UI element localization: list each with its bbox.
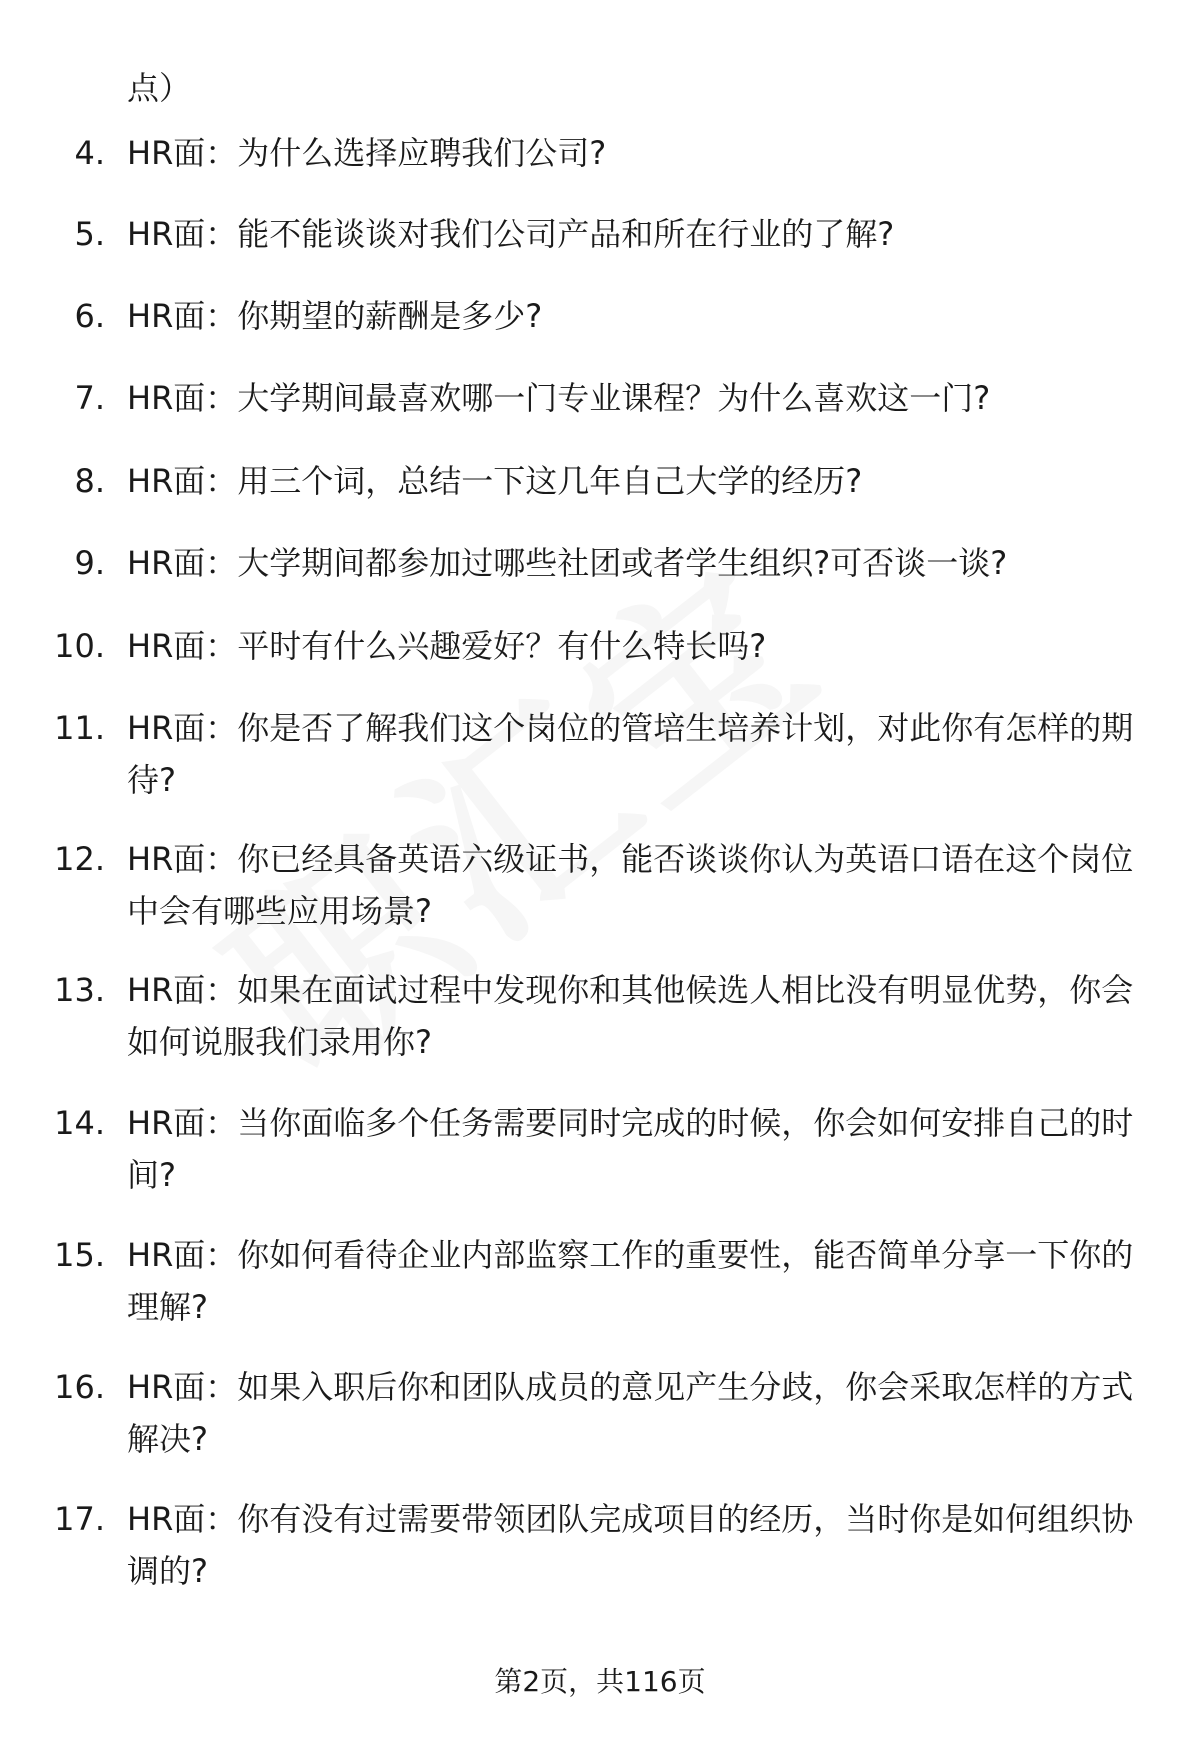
item-number: 7. [74,379,105,417]
item-number: 16. [54,1368,105,1406]
page-footer: 第2页，共116页 [494,1665,706,1698]
item-number: 5. [74,215,105,253]
item-number: 14. [54,1104,105,1142]
item-number: 4. [74,134,105,172]
item-text: HR面：大学期间都参加过哪些社团或者学生组织?可否谈一谈? [127,544,1008,582]
item-text: HR面：为什么选择应聘我们公司? [127,134,607,172]
item-text: HR面：能不能谈谈对我们公司产品和所在行业的了解? [127,215,895,253]
item-number: 11. [54,709,105,747]
item-number: 9. [74,544,105,582]
continuation-text: 点） [127,69,192,107]
item-text: HR面：如果在面试过程中发现你和其他候选人相比没有明显优势，你会如何说服我们录用你? [127,971,1134,1061]
item-text: HR面：平时有什么兴趣爱好？有什么特长吗? [127,627,767,665]
item-text: HR面：你期望的薪酬是多少? [127,297,543,335]
item-text: HR面：你已经具备英语六级证书，能否谈谈你认为英语口语在这个岗位中会有哪些应用场景? [127,840,1134,930]
item-number: 13. [54,971,105,1009]
item-number: 12. [54,840,105,878]
item-text: HR面：大学期间最喜欢哪一门专业课程？为什么喜欢这一门? [127,379,991,417]
item-number: 15. [54,1236,105,1274]
item-text: HR面：你有没有过需要带领团队完成项目的经历，当时你是如何组织协调的? [127,1500,1134,1590]
item-number: 10. [54,627,105,665]
item-number: 8. [74,462,105,500]
item-text: HR面：如果入职后你和团队成员的意见产生分歧，你会采取怎样的方式解决? [127,1368,1134,1458]
item-text: HR面：你如何看待企业内部监察工作的重要性，能否简单分享一下你的理解? [127,1236,1134,1326]
item-text: HR面：用三个词，总结一下这几年自己大学的经历? [127,462,863,500]
item-number: 6. [74,297,105,335]
item-text: HR面：当你面临多个任务需要同时完成的时候，你会如何安排自己的时间? [127,1104,1134,1194]
item-text: HR面：你是否了解我们这个岗位的管培生培养计划，对此你有怎样的期待? [127,709,1134,799]
item-number: 17. [54,1500,105,1538]
